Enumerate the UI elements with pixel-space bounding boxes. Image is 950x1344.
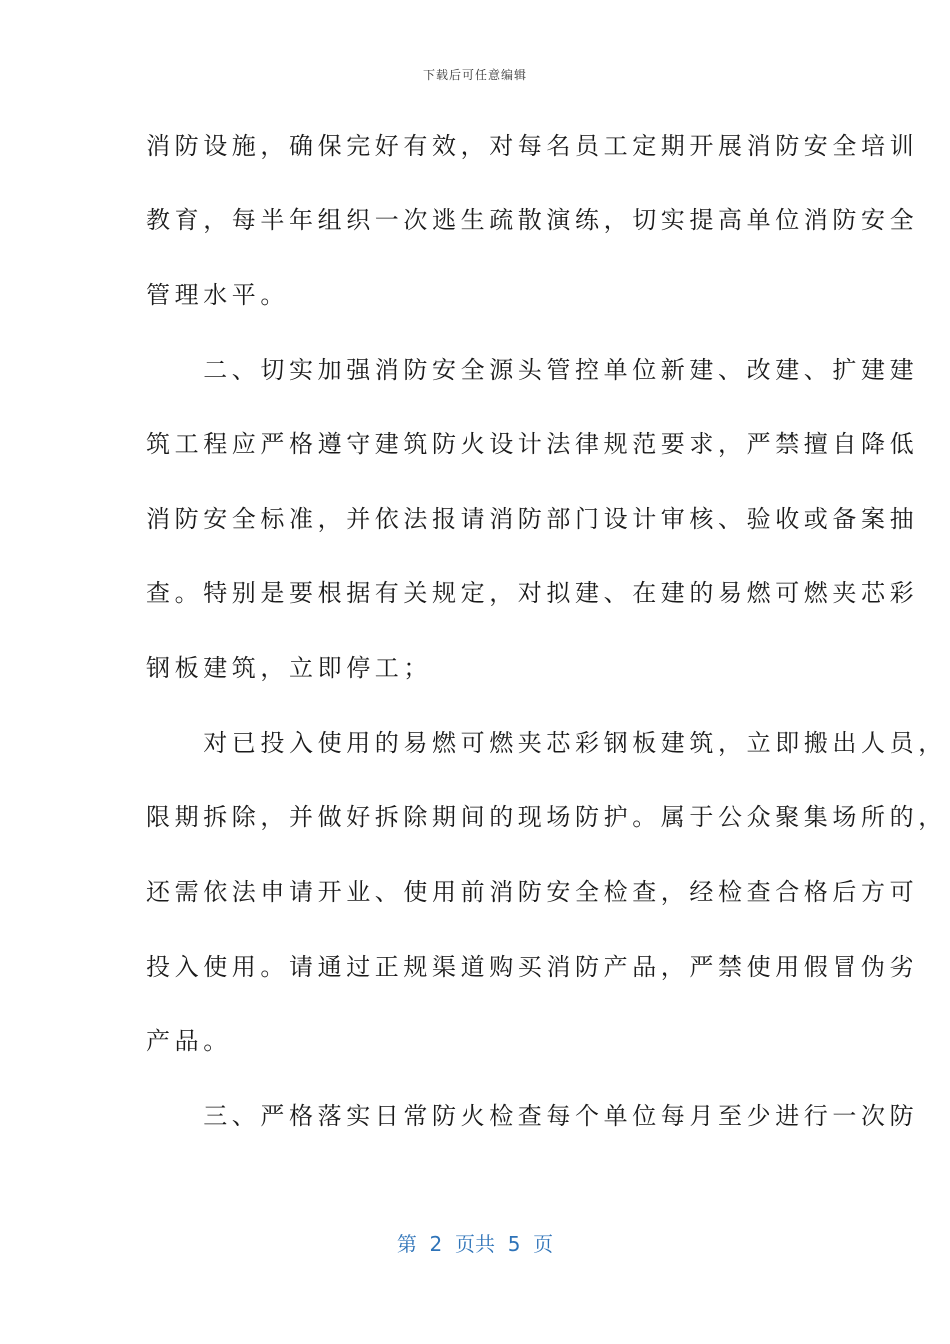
text-line: 筑工程应严格遵守建筑防火设计法律规范要求，严禁擅自降低	[146, 430, 919, 458]
text-line: 投入使用。请通过正规渠道购买消防产品，严禁使用假冒伪劣	[146, 953, 919, 981]
text-line: 三、严格落实日常防火检查每个单位每月至少进行一次防	[146, 1102, 919, 1130]
text-line: 还需依法申请开业、使用前消防安全检查，经检查合格后方可	[146, 878, 919, 906]
text-line: 查。特别是要根据有关规定，对拟建、在建的易燃可燃夹芯彩	[146, 579, 919, 607]
text-line: 教育，每半年组织一次逃生疏散演练，切实提高单位消防安全	[146, 206, 919, 234]
text-line: 消防安全标准，并依法报请消防部门设计审核、验收或备案抽	[146, 505, 919, 533]
text-line: 钢板建筑，立即停工；	[146, 654, 432, 682]
text-line: 二、切实加强消防安全源头管控单位新建、改建、扩建建	[146, 356, 919, 384]
text-line: 消防设施，确保完好有效，对每名员工定期开展消防安全培训	[146, 132, 919, 160]
page-header: 下载后可任意编辑	[422, 68, 527, 82]
text-line: 限期拆除，并做好拆除期间的现场防护。属于公众聚集场所的，	[146, 803, 947, 831]
page-number-footer: 第 2 页共 5 页	[396, 1232, 554, 1256]
text-line: 产品。	[146, 1027, 232, 1055]
text-line: 管理水平。	[146, 281, 289, 309]
text-line: 对已投入使用的易燃可燃夹芯彩钢板建筑，立即搬出人员，	[146, 729, 947, 757]
